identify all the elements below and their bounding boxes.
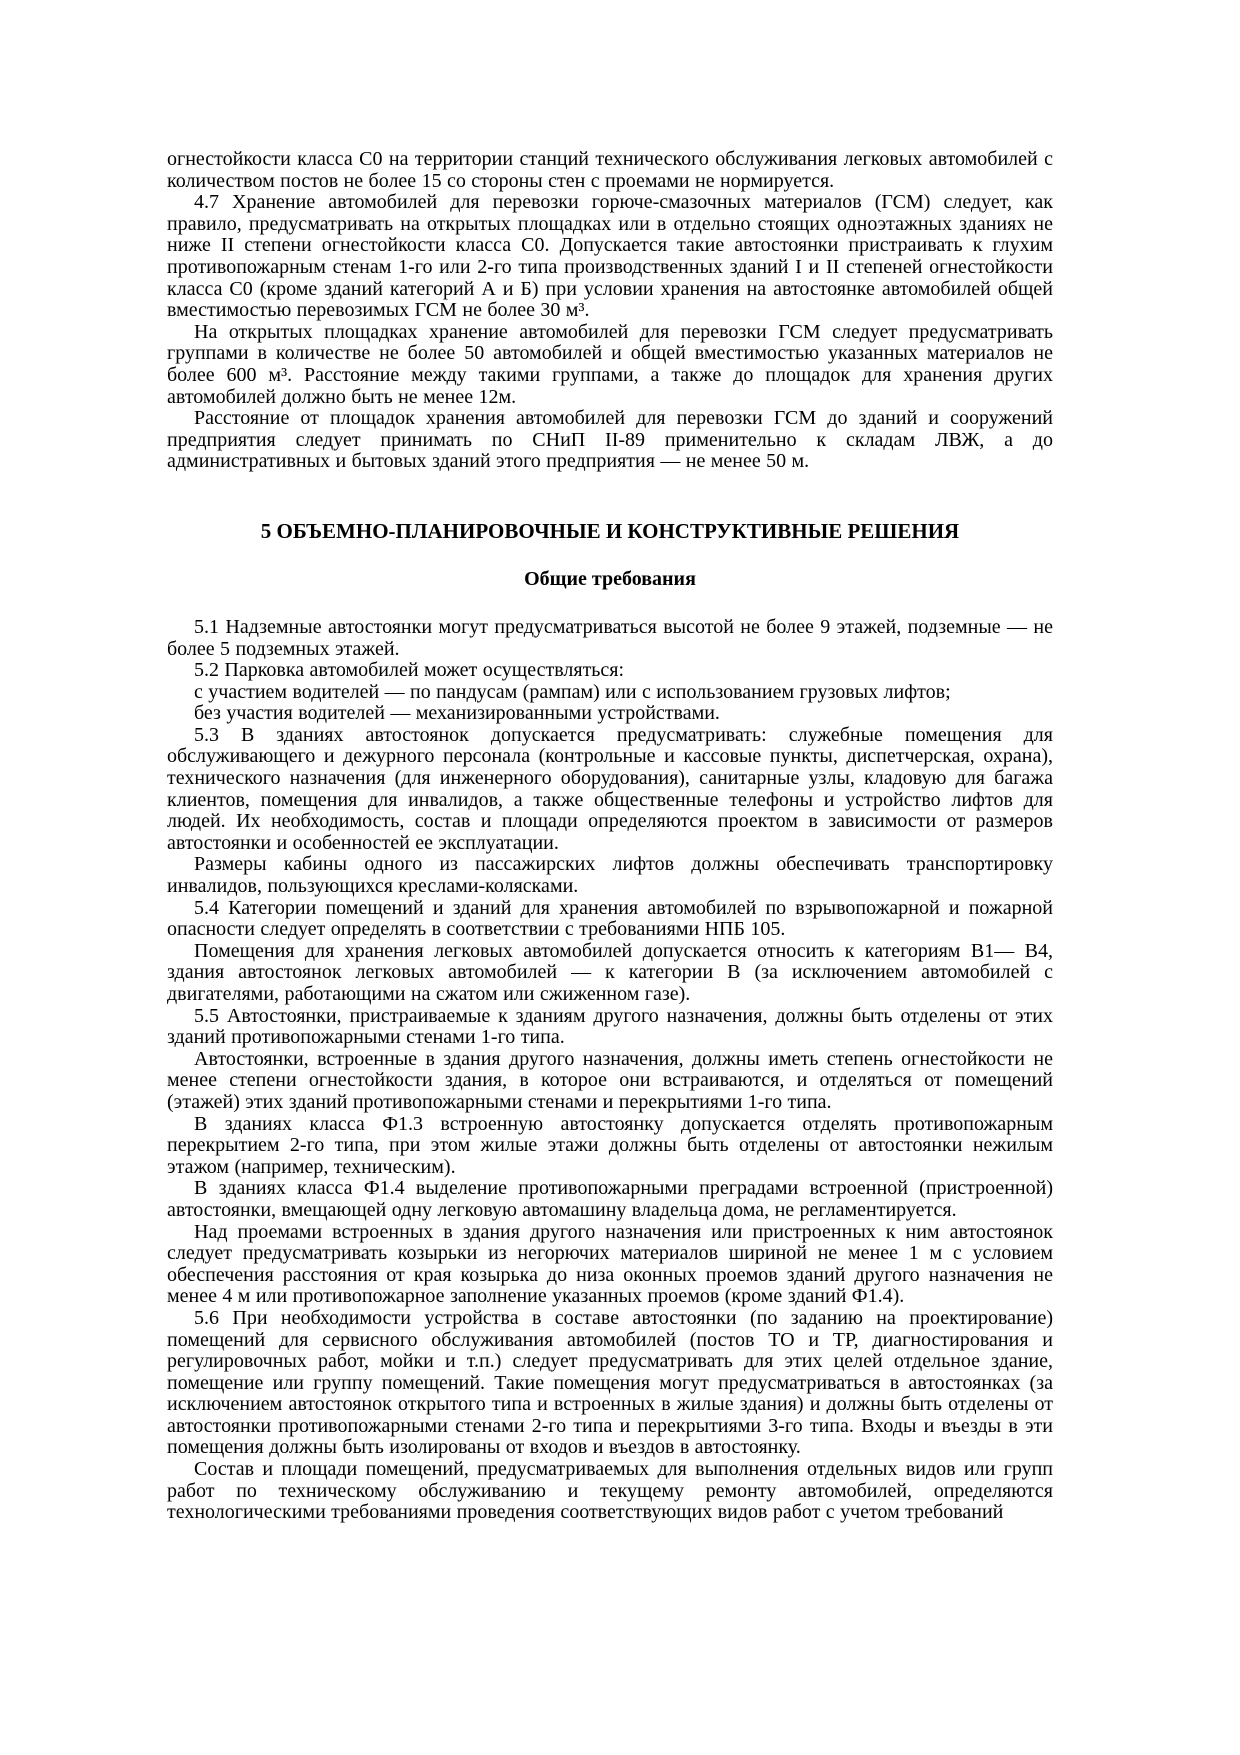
paragraph: 5.6 При необходимости устройства в составе автостоянки (по заданию на проектирование) помещений для сервисного обслуживания автомобилей (постов ТО и ТР, диагностирования и регулировочных работ, мойки и т.п.) следует предусматривать для этих целей отдельное здание, помещение или группу помещений. Такие помещения могут предусматриваться в автостоянках (за исключением автостоянок открытого типа и встроенных в жилые здания) и должны быть отделены от автостоянки противопожарными стенами 2-го типа и перекрытиями 3-го типа. Входы и въезды в эти помещения должны быть изолированы от входов и въездов в автостоянку. xyxy=(167,1306,1053,1459)
page-content xyxy=(167,149,1053,1524)
paragraph: В зданиях класса Ф1.3 встроенную автостоянку допускается отделять противопожарным перекрытием 2-го типа, при этом жилые этажи должны быть отделены от автостоянки нежилым этажом (например, техническим). xyxy=(167,1112,1053,1178)
section-heading: 5 ОБЪЕМНО-ПЛАНИРОВОЧНЫЕ И КОНСТРУКТИВНЫЕ РЕШЕНИЯ xyxy=(260,518,960,543)
paragraph: Состав и площади помещений, предусматриваемых для выполнения отдельных видов или групп работ по техническому обслуживанию и текущему ремонту автомобилей, определяются технологическими требованиями проведения соответствующих видов работ с учетом требований xyxy=(167,1458,1053,1524)
paragraph: огнестойкости класса С0 на территории станций технического обслуживания легковых автомобилей с количеством постов не более 15 со стороны стен с проемами не нормируется. xyxy=(167,148,1053,192)
paragraph: с участием водителей — по пандусам (рампам) или с использованием грузовых лифтов; xyxy=(194,680,951,703)
subsection-heading: Общие требования xyxy=(524,567,696,590)
paragraph: В зданиях класса Ф1.4 выделение противопожарными преградами встроенной (пристроенной) автостоянки, вмещающей одну легковую автомашину владельца дома, не регламентируется. xyxy=(167,1177,1053,1221)
paragraph: Помещения для хранения легковых автомобилей допускается относить к категориям В1— В4, здания автостоянок легковых автомобилей — к категории В (за исключением автомобилей с двигателями, работающими на сжатом или сжиженном газе). xyxy=(167,939,1053,1005)
paragraph: 5.5 Автостоянки, пристраиваемые к зданиям другого назначения, должны быть отделены от этих зданий противопожарными стенами 1-го типа. xyxy=(167,1004,1053,1049)
paragraph: Над проемами встроенных в здания другого назначения или пристроенных к ним автостоянок следует предусматривать козырьки из негорючих материалов шириной не менее 1 м с условием обеспечения расстояния от края козырька до низа оконных проемов зданий другого назначения не менее 4 м или противопожарное заполнение указанных проемов (кроме зданий Ф1.4). xyxy=(167,1220,1053,1308)
paragraph: Расстояние от площадок хранения автомобилей для перевозки ГСМ до зданий и сооружений предприятия следует принимать по СНиП II-89 применительно к складам ЛВЖ, а до административных и бытовых зданий этого предприятия — не менее 50 м. xyxy=(167,407,1053,473)
paragraph: 5.2 Парковка автомобилей может осуществляться: xyxy=(194,659,625,682)
paragraph: 5.1 Надземные автостоянки могут предусматриваться высотой не более 9 этажей, подземные — не более 5 подземных этажей. xyxy=(167,615,1053,660)
paragraph: без участия водителей — механизированными устройствами. xyxy=(194,702,720,725)
paragraph: Автостоянки, встроенные в здания другого назначения, должны иметь степень огнестойкости не менее степени огнестойкости здания, в которое они встраиваются, и отделяться от помещений (этажей) этих зданий противопожарными стенами и перекрытиями 1-го типа. xyxy=(167,1047,1053,1113)
paragraph: 5.3 В зданиях автостоянок допускается предусматривать: служебные помещения для обслуживающего и дежурного персонала (контрольные и кассовые пункты, диспетчерская, охрана), технического назначения (для инженерного оборудования), санитарные узлы, кладовую для багажа клиентов, помещения для инвалидов, а также общественные телефоны и устройство лифтов для людей. Их необходимость, состав и площади определяются проектом в зависимости от размеров автостоянки и особенностей ее эксплуатации. xyxy=(167,723,1053,854)
paragraph: 5.4 Категории помещений и зданий для хранения автомобилей по взрывопожарной и пожарной опасности следует определять в соответствии с требованиями НПБ 105. xyxy=(167,896,1053,941)
paragraph: Размеры кабины одного из пассажирских лифтов должны обеспечивать транспортировку инвалидов, пользующихся креслами-колясками. xyxy=(167,853,1053,898)
paragraph: На открытых площадках хранение автомобилей для перевозки ГСМ следует предусматривать группами в количестве не более 50 автомобилей и общей вместимостью указанных материалов не более 600 м³. Расстояние между такими группами, а также до площадок для хранения других автомобилей должно быть не менее 12м. xyxy=(167,320,1053,408)
paragraph: 4.7 Хранение автомобилей для перевозки горюче-смазочных материалов (ГСМ) следует, как правило, предусматривать на открытых площадках или в отдельно стоящих одноэтажных зданиях не ниже II степени огнестойкости класса С0. Допускается такие автостоянки пристраивать к глухим противопожарным стенам 1-го или 2-го типа производственных зданий I и II степеней огнестойкости класса С0 (кроме зданий категорий А и Б) при условии хранения на автостоянке автомобилей общей вместимостью перевозимых ГСМ не более 30 м³. xyxy=(167,191,1053,322)
